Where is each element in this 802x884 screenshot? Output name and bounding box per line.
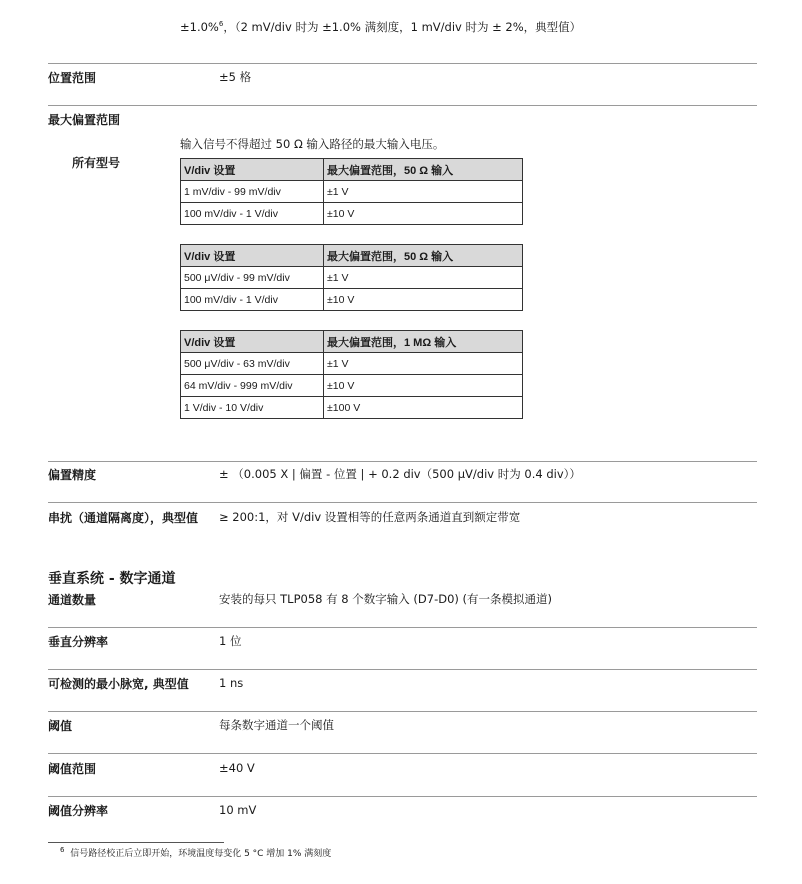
min-pulse-width-value: 1 ns — [219, 676, 244, 690]
divider — [48, 461, 757, 462]
footnote-ref: 6 — [218, 20, 224, 28]
table-header: V/div 设置 — [181, 331, 324, 353]
footnote-rule — [48, 842, 224, 843]
divider — [48, 627, 757, 628]
all-models-label: 所有型号 — [72, 156, 121, 170]
min-pulse-width-label: 可检测的最小脉宽, 典型值 — [48, 677, 189, 691]
table-row — [181, 397, 523, 419]
vertical-resolution-label: 垂直分辨率 — [48, 635, 109, 649]
table-cell: 1 mV/div - 99 mV/div — [181, 181, 324, 203]
table-cell: ±1 V — [324, 353, 523, 375]
table-row — [181, 353, 523, 375]
table-header: 最大偏置范围，1 MΩ 输入 — [324, 331, 523, 353]
crosstalk-value: ≥ 200:1，对 V/div 设置相等的任意两条通道直到额定带宽 — [219, 510, 521, 524]
table-header-row — [181, 245, 523, 267]
table-header: 最大偏置范围，50 Ω 输入 — [324, 245, 523, 267]
table-row — [181, 181, 523, 203]
table-header: 最大偏置范围，50 Ω 输入 — [324, 159, 523, 181]
divider — [48, 63, 757, 64]
table-header: V/div 设置 — [181, 245, 324, 267]
table-cell: 1 V/div - 10 V/div — [181, 397, 324, 419]
offset-range-intro: 输入信号不得超过 50 Ω 输入路径的最大输入电压。 — [180, 137, 445, 151]
divider — [48, 502, 757, 503]
divider — [48, 105, 757, 106]
section-title: 垂直系统 - 数字通道 — [48, 571, 176, 587]
table-cell: 64 mV/div - 999 mV/div — [181, 375, 324, 397]
divider — [48, 669, 757, 670]
offset-table-1 — [180, 158, 523, 225]
divider — [48, 753, 757, 754]
table-cell: ±10 V — [324, 289, 523, 311]
table-row — [181, 203, 523, 225]
threshold-resolution-label: 阈值分辨率 — [48, 804, 109, 818]
table-row — [181, 267, 523, 289]
top-note: ±1.0%$^6$，（2 mV/div 时为 ±1.0% 满刻度，1 mV/div 时为 ± 2%，典型值） — [180, 19, 582, 34]
divider — [48, 796, 757, 797]
offset-range-label: 最大偏置范围 — [48, 113, 121, 127]
footnote — [60, 846, 331, 859]
table-cell: 500 μV/div - 99 mV/div — [181, 267, 324, 289]
offset-accuracy-value: ± （0.005 X | 偏置 - 位置 | + 0.2 div（500 μV/div 时为 0.4 div）） — [219, 467, 581, 481]
position-range-label: 位置范围 — [48, 71, 97, 85]
table-header-row — [181, 159, 523, 181]
channel-count-value: 安装的每只 TLP058 有 8 个数字输入 (D7-D0) (有一条模拟通道) — [219, 592, 553, 606]
table-cell: 100 mV/div - 1 V/div — [181, 203, 324, 225]
divider — [48, 711, 757, 712]
threshold-range-label: 阈值范围 — [48, 762, 97, 776]
offset-table-3 — [180, 330, 523, 419]
position-range-value: ±5 格 — [219, 70, 252, 84]
threshold-resolution-value: 10 mV — [219, 803, 257, 817]
table-row — [181, 289, 523, 311]
offset-table-2 — [180, 244, 523, 311]
table-cell: ±10 V — [324, 375, 523, 397]
footnote-text: 信号路径校正后立即开始，环境温度每变化 5 °C 增加 1% 满刻度 — [70, 849, 332, 859]
table-cell: ±1 V — [324, 267, 523, 289]
table-header-row — [181, 331, 523, 353]
table-header: V/div 设置 — [181, 159, 324, 181]
footnote-number: 6 — [60, 846, 65, 854]
table-row — [181, 375, 523, 397]
vertical-resolution-value: 1 位 — [219, 634, 242, 648]
offset-accuracy-label: 偏置精度 — [48, 468, 97, 482]
threshold-value: 每条数字通道一个阈值 — [219, 718, 334, 732]
crosstalk-label: 串扰（通道隔离度），典型值 — [48, 511, 199, 525]
channel-count-label: 通道数量 — [48, 593, 97, 607]
table-cell: 500 μV/div - 63 mV/div — [181, 353, 324, 375]
table-cell: ±10 V — [324, 203, 523, 225]
threshold-range-value: ±40 V — [219, 761, 255, 775]
table-cell: ±1 V — [324, 181, 523, 203]
threshold-label: 阈值 — [48, 719, 73, 733]
table-cell: 100 mV/div - 1 V/div — [181, 289, 324, 311]
table-cell: ±100 V — [324, 397, 523, 419]
